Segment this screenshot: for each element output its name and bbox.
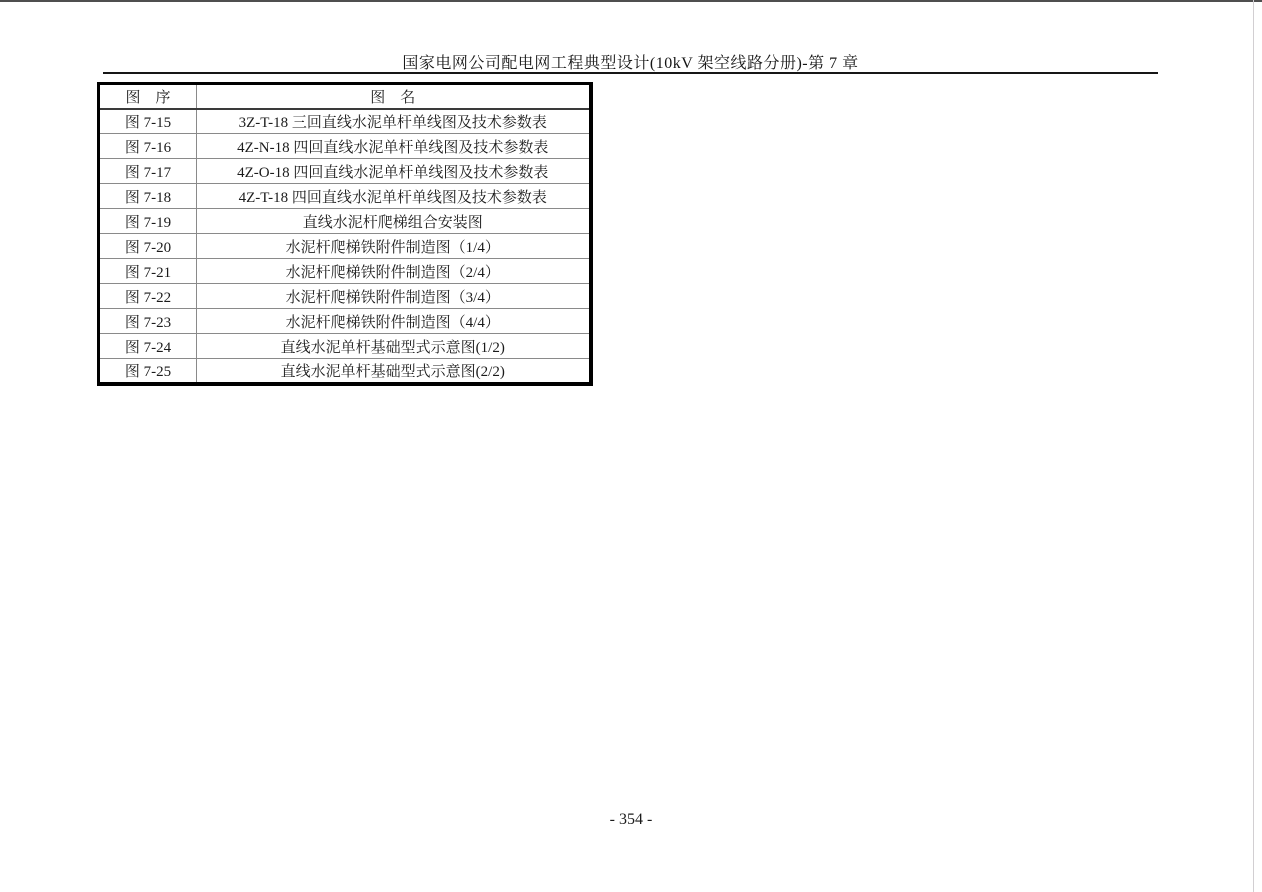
figure-no-cell: 图 7-25 [99,359,197,384]
page-number: - 354 - [609,811,653,828]
table-row [99,134,591,159]
right-edge-line [1253,0,1254,892]
table-row [99,159,591,184]
figure-name-cell: 4Z-N-18 四回直线水泥单杆单线图及技术参数表 [197,134,591,159]
figure-name-cell: 直线水泥单杆基础型式示意图(1/2) [197,334,591,359]
figure-name-cell: 直线水泥单杆基础型式示意图(2/2) [197,359,591,384]
table-row [99,334,591,359]
figure-index-table [97,82,593,386]
figure-no-cell: 图 7-19 [99,209,197,234]
table-row [99,184,591,209]
page-header-title: 国家电网公司配电网工程典型设计(10kV 架空线路分册)-第 7 章 [402,55,859,72]
figure-no-cell: 图 7-21 [99,259,197,284]
figure-no-cell: 图 7-17 [99,159,197,184]
figure-name-cell: 水泥杆爬梯铁附件制造图（3/4） [197,284,591,309]
figure-name-cell: 直线水泥杆爬梯组合安装图 [197,209,591,234]
figure-name-cell: 水泥杆爬梯铁附件制造图（2/4） [197,259,591,284]
table-row [99,309,591,334]
figure-name-cell: 4Z-T-18 四回直线水泥单杆单线图及技术参数表 [197,184,591,209]
table-row [99,209,591,234]
table-row [99,259,591,284]
table-row [99,234,591,259]
table-row [99,109,591,134]
figure-name-cell: 3Z-T-18 三回直线水泥单杆单线图及技术参数表 [197,109,591,134]
figure-no-cell: 图 7-16 [99,134,197,159]
figure-name-cell: 水泥杆爬梯铁附件制造图（4/4） [197,309,591,334]
figure-name-cell: 水泥杆爬梯铁附件制造图（1/4） [197,234,591,259]
top-edge-line [0,0,1262,2]
table-header-row [99,84,591,109]
figure-no-cell: 图 7-22 [99,284,197,309]
figure-no-cell: 图 7-20 [99,234,197,259]
table-row [99,359,591,384]
figure-name-cell: 4Z-O-18 四回直线水泥单杆单线图及技术参数表 [197,159,591,184]
figure-no-cell: 图 7-18 [99,184,197,209]
figure-no-cell: 图 7-15 [99,109,197,134]
column-header-figure-name: 图 名 [197,84,591,109]
figure-no-cell: 图 7-23 [99,309,197,334]
column-header-figure-no: 图 序 [99,84,197,109]
table-row [99,284,591,309]
header-rule [103,72,1158,74]
figure-no-cell: 图 7-24 [99,334,197,359]
